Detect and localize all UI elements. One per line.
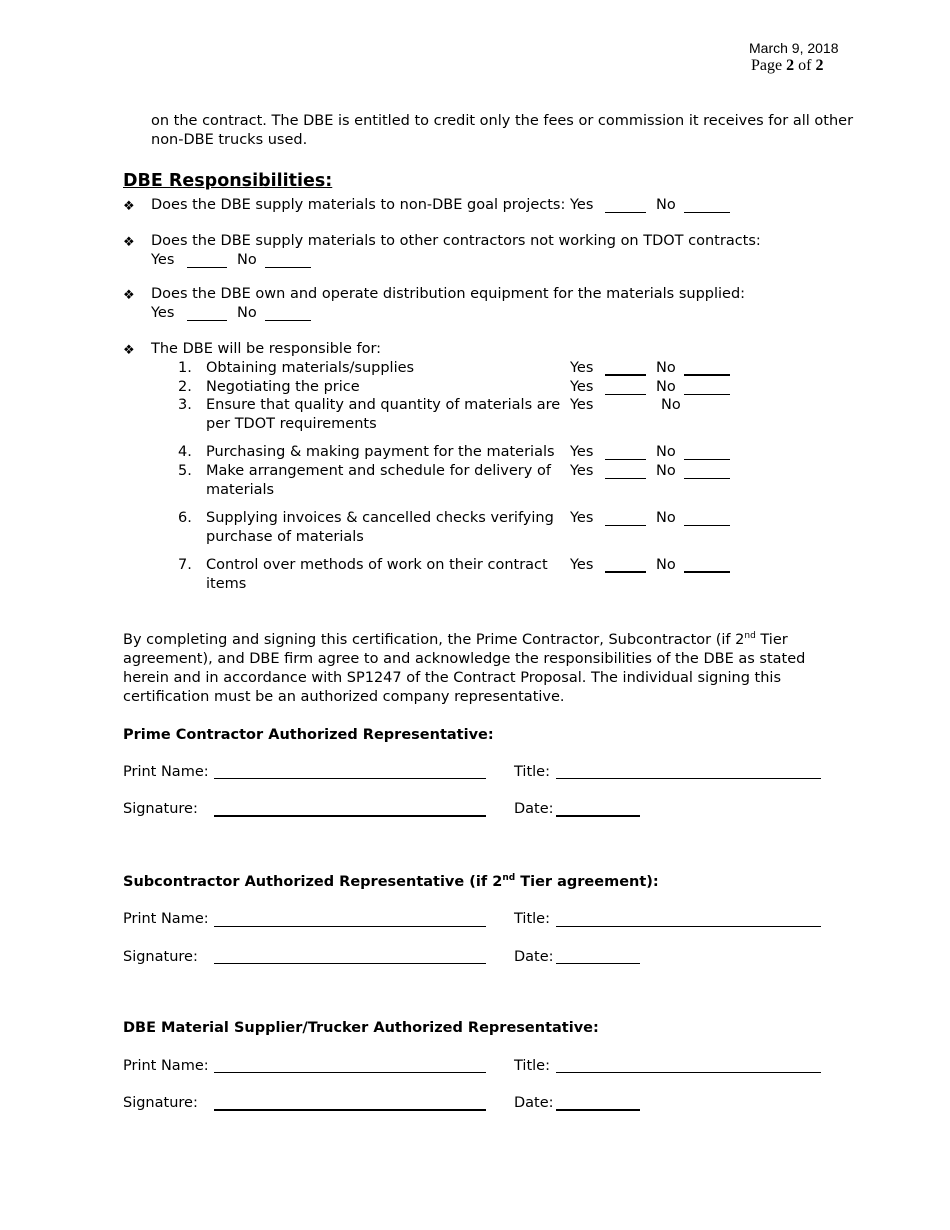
item-4-no-label: No — [656, 444, 676, 460]
q3-yes-blank[interactable] — [187, 320, 227, 321]
prime-signature-label: Signature: — [123, 801, 198, 817]
intro-line-2: non-DBE trucks used. — [151, 132, 308, 148]
item-7-yes-label: Yes — [570, 557, 594, 573]
prime-title-label: Title: — [514, 764, 550, 780]
q2-no-blank[interactable] — [265, 267, 311, 268]
dbe-date-label: Date: — [514, 1095, 554, 1111]
item-text: Make arrangement and schedule for delivery of — [206, 463, 551, 479]
question-4: The DBE will be responsible for: — [151, 341, 382, 357]
item-number: 3. — [178, 397, 192, 413]
item-text-cont: items — [206, 576, 247, 592]
item-text: Control over methods of work on their contract — [206, 557, 548, 573]
item-7-yes-blank[interactable] — [605, 571, 646, 573]
sub-signature-field[interactable] — [214, 963, 486, 964]
item-6-yes-blank[interactable] — [605, 525, 646, 526]
sub-heading-text-1: Subcontractor Authorized Representative (if 2 — [123, 874, 503, 890]
item-1-yes-label: Yes — [570, 360, 594, 376]
certification-text-2: Tier agreement), and DBE firm agree to and acknowledge the responsibilities of the DBE as stated herein and in accordance with SP1247 of the Contract Proposal. The individual signing this certification must be an authorized company representative. — [123, 632, 806, 705]
item-2-no-label: No — [656, 379, 676, 395]
prime-signature-field[interactable] — [214, 815, 486, 817]
subcontractor-heading — [123, 874, 659, 890]
item-number: 5. — [178, 463, 192, 479]
prime-title-field[interactable] — [556, 778, 821, 779]
item-number: 6. — [178, 510, 192, 526]
item-7-no-blank[interactable] — [684, 571, 730, 573]
item-5-no-label: No — [656, 463, 676, 479]
certification-text-1: By completing and signing this certification, the Prime Contractor, Subcontractor (if 2 — [123, 632, 745, 648]
item-2-yes-label: Yes — [570, 379, 594, 395]
item-6-no-blank[interactable] — [684, 525, 730, 526]
q2-no-label: No — [237, 252, 257, 268]
prime-date-label: Date: — [514, 801, 554, 817]
prime-date-field[interactable] — [556, 815, 640, 817]
page-prefix: Page — [751, 57, 783, 74]
q1-yes-blank[interactable] — [605, 212, 646, 213]
dbe-print-name-label: Print Name: — [123, 1058, 209, 1074]
dbe-title-label: Title: — [514, 1058, 550, 1074]
item-number: 7. — [178, 557, 192, 573]
sub-print-name-field[interactable] — [214, 926, 486, 927]
item-5-yes-blank[interactable] — [605, 478, 646, 479]
dbe-title-field[interactable] — [556, 1072, 821, 1073]
sub-print-name-label: Print Name: — [123, 911, 209, 927]
item-1-no-label: No — [656, 360, 676, 376]
bullet-icon: ❖ — [123, 288, 135, 303]
sub-heading-text-2: Tier agreement): — [515, 874, 659, 890]
item-7-no-label: No — [656, 557, 676, 573]
document-date: March 9, 2018 — [749, 40, 839, 56]
q3-no-blank[interactable] — [265, 320, 311, 321]
responsibilities-heading: DBE Responsibilities: — [123, 171, 333, 191]
item-2-yes-blank[interactable] — [605, 394, 646, 395]
certification-sup: nd — [744, 631, 756, 642]
q1-no-blank[interactable] — [684, 212, 730, 213]
page-current: 2 — [786, 57, 795, 74]
item-3-yes-label: Yes — [570, 397, 594, 413]
q3-yes-label: Yes — [151, 305, 175, 321]
sub-title-label: Title: — [514, 911, 550, 927]
prime-heading: Prime Contractor Authorized Representative: — [123, 727, 494, 743]
item-6-yes-label: Yes — [570, 510, 594, 526]
item-5-no-blank[interactable] — [684, 478, 730, 479]
sub-date-field[interactable] — [556, 963, 640, 964]
bullet-icon: ❖ — [123, 199, 135, 214]
item-number: 2. — [178, 379, 192, 395]
bullet-icon: ❖ — [123, 343, 135, 358]
q1-yes-label: Yes — [570, 197, 594, 213]
question-2: Does the DBE supply materials to other contractors not working on TDOT contracts: — [151, 233, 761, 249]
item-text-cont: per TDOT requirements — [206, 416, 377, 432]
q3-no-label: No — [237, 305, 257, 321]
page-total: 2 — [815, 57, 824, 74]
item-number: 4. — [178, 444, 192, 460]
item-text: Negotiating the price — [206, 379, 360, 395]
bullet-icon: ❖ — [123, 235, 135, 250]
certification-paragraph — [123, 631, 828, 707]
item-4-yes-blank[interactable] — [605, 459, 646, 460]
dbe-signature-label: Signature: — [123, 1095, 198, 1111]
item-text-cont: purchase of materials — [206, 529, 364, 545]
item-1-yes-blank[interactable] — [605, 374, 646, 376]
prime-print-name-label: Print Name: — [123, 764, 209, 780]
item-4-yes-label: Yes — [570, 444, 594, 460]
dbe-heading: DBE Material Supplier/Trucker Authorized Representative: — [123, 1020, 599, 1036]
item-2-no-blank[interactable] — [684, 394, 730, 395]
item-6-no-label: No — [656, 510, 676, 526]
sub-date-label: Date: — [514, 949, 554, 965]
intro-line-1: on the contract. The DBE is entitled to credit only the fees or commission it receives for all other — [151, 113, 854, 129]
item-text: Purchasing & making payment for the materials — [206, 444, 555, 460]
dbe-print-name-field[interactable] — [214, 1072, 486, 1073]
dbe-signature-field[interactable] — [214, 1109, 486, 1111]
sub-heading-sup: nd — [502, 873, 516, 884]
sub-signature-label: Signature: — [123, 949, 198, 965]
item-text-cont: materials — [206, 482, 275, 498]
item-3-no-label: No — [661, 397, 681, 413]
item-5-yes-label: Yes — [570, 463, 594, 479]
prime-print-name-field[interactable] — [214, 778, 486, 779]
question-3: Does the DBE own and operate distribution equipment for the materials supplied: — [151, 286, 746, 302]
item-number: 1. — [178, 360, 192, 376]
item-4-no-blank[interactable] — [684, 459, 730, 460]
q2-yes-blank[interactable] — [187, 267, 227, 268]
item-1-no-blank[interactable] — [684, 374, 730, 376]
dbe-date-field[interactable] — [556, 1109, 640, 1111]
item-text: Ensure that quality and quantity of materials are — [206, 397, 561, 413]
question-1: Does the DBE supply materials to non-DBE goal projects: — [151, 197, 566, 213]
sub-title-field[interactable] — [556, 926, 821, 927]
item-text: Obtaining materials/supplies — [206, 360, 415, 376]
q2-yes-label: Yes — [151, 252, 175, 268]
page-of: of — [798, 57, 812, 74]
item-text: Supplying invoices & cancelled checks verifying — [206, 510, 554, 526]
q1-no-label: No — [656, 197, 676, 213]
page-number — [751, 57, 823, 75]
